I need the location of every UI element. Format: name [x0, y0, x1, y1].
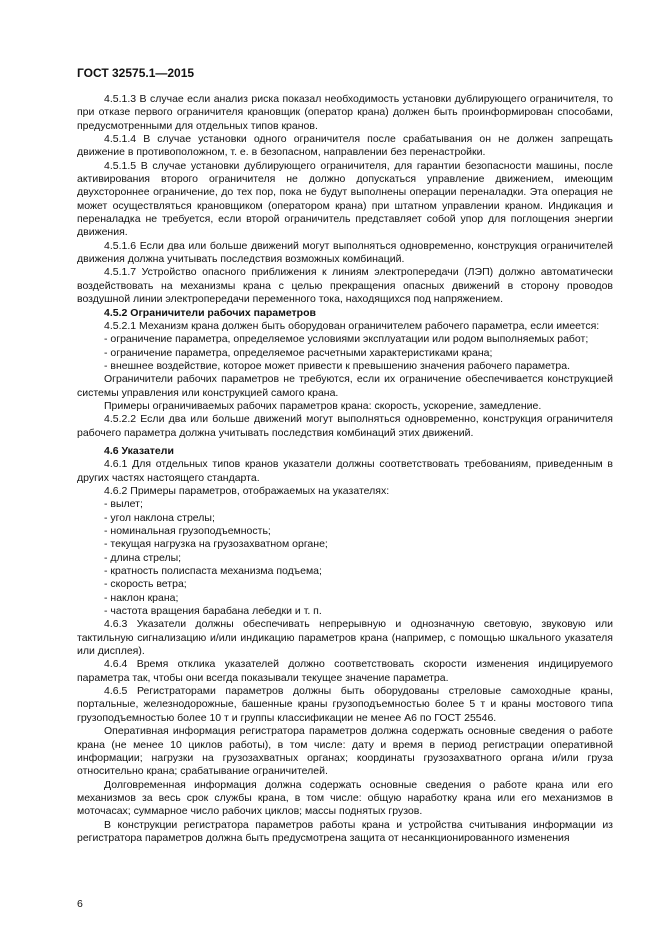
paragraph: 4.6.3 Указатели должны обеспечивать непрерывную и однозначную световую, звуковую или тактильную сигнализацию и/или индикацию параметров крана (например, с помощью шкального указателя или дисплея). [77, 618, 613, 658]
paragraph: Примеры ограничиваемых рабочих параметров крана: скорость, ускорение, замедление. [104, 399, 542, 412]
paragraph: 4.5.2.1 Механизм крана должен быть оборудован ограничителем рабочего параметра, если имеется: [104, 319, 600, 332]
list-item: - ограничение параметра, определяемое условиями эксплуатации или родом выполняемых работ; [104, 333, 589, 346]
section-heading: 4.6 Указатели [104, 444, 174, 457]
document-header: ГОСТ 32575.1—2015 [77, 66, 195, 80]
list-item: - текущая нагрузка на грузозахватном органе; [104, 538, 328, 551]
document-body [77, 93, 613, 845]
paragraph: 4.6.4 Время отклика указателей должно соответствовать скорости изменения индицируемого параметра так, чтобы они всегда показывали текущее значение параметра. [77, 658, 613, 684]
list-item: - угол наклона стрелы; [104, 511, 215, 524]
list-item: - внешнее воздействие, которое может привести к превышению значения рабочего параметра. [104, 359, 571, 372]
paragraph: 4.5.1.4 В случае установки одного ограничителя после срабатывания он не должен запрещать движение в противоположном, т. е. в безопасном, направлении без перенастройки. [77, 133, 613, 159]
page-number: 6 [77, 898, 83, 910]
list-item: - наклон крана; [104, 591, 179, 604]
paragraph: 4.5.1.7 Устройство опасного приближения к линиям электропередачи (ЛЭП) должно автоматически воздействовать на механизмы крана с целью прекращения опасных движений в сторону проводов воздушной линии электропередачи переменного тока, находящихся под напряжением. [77, 266, 613, 306]
paragraph: 4.5.1.3 В случае если анализ риска показал необходимость установки дублирующего ограничителя, то при отказе первого ограничителя крановщик (оператор крана) должен быть проинформирован способами, предусмотренными для отдельных типов кранов. [77, 93, 613, 132]
paragraph: 4.5.2.2 Если два или больше движений могут выполняться одновременно, конструкция ограничителя рабочего параметра должна учитывать последствия комбинаций этих движений. [77, 413, 613, 439]
paragraph: 4.5.1.5 В случае установки дублирующего ограничителя, для гарантии безопасности машины, после активирования второго ограничителя не должно допускаться управление движением, имеющим двухстороннее ограничение, до тех пор, пока не будут выполнены операции переналадки. Эта операция не может осуществляться крановщиком (оператором крана) при штатном управлении краном. Индикация и переналадка не требуется, если второй ограничитель представляет собой упор для поглощения энергии движения. [77, 159, 613, 239]
list-item: - ограничение параметра, определяемое расчетными характеристиками крана; [104, 346, 493, 359]
paragraph: 4.6.2 Примеры параметров, отображаемых на указателях: [104, 484, 390, 497]
paragraph: Ограничители рабочих параметров не требуются, если их ограничение обеспечивается конструкцией системы управления или конструкцией самого крана. [77, 373, 613, 399]
section-heading: 4.5.2 Ограничители рабочих параметров [104, 306, 316, 319]
paragraph: 4.6.5 Регистраторами параметров должны быть оборудованы стреловые самоходные краны, портальные, железнодорожные, башенные краны грузоподъемностью более 5 т и краны мостового типа грузоподъемностью более 10 т и группы классификации не менее А6 по ГОСТ 25546. [77, 685, 613, 724]
paragraph: 4.6.1 Для отдельных типов кранов указатели должны соответствовать требованиям, приведенным в других частях настоящего стандарта. [77, 458, 613, 484]
paragraph: В конструкции регистратора параметров работы крана и устройства считывания информации из регистратора параметров должна быть предусмотрена защита от несанкционированного изменения [77, 818, 613, 844]
list-item: - частота вращения барабана лебедки и т. п. [104, 605, 322, 618]
paragraph: Оперативная информация регистратора параметров должна содержать основные сведения о работе крана (не менее 10 циклов работы), в том числе: дату и время в период регистрации оперативной информации; нагрузки на грузозахватных органах; координаты грузозахватного органа и/или груза относительно крана; срабатывание ограничителей. [77, 725, 613, 778]
list-item: - номинальная грузоподъемность; [104, 525, 271, 537]
list-item: - кратность полиспаста механизма подъема; [104, 565, 322, 578]
paragraph: Долговременная информация должна содержать основные сведения о работе крана или его механизмов за весь срок службы крана, в том числе: общую наработку крана или его механизмов в моточасах; суммарное число рабочих циклов; массы поднятых грузов. [77, 778, 613, 818]
list-item: - вылет; [104, 498, 143, 511]
list-item: - длина стрелы; [104, 551, 182, 564]
paragraph: 4.5.1.6 Если два или больше движений могут выполняться одновременно, конструкция ограничителей движения должна учитывать последствия возможных комбинаций. [77, 239, 613, 266]
list-item: - скорость ветра; [104, 578, 187, 591]
